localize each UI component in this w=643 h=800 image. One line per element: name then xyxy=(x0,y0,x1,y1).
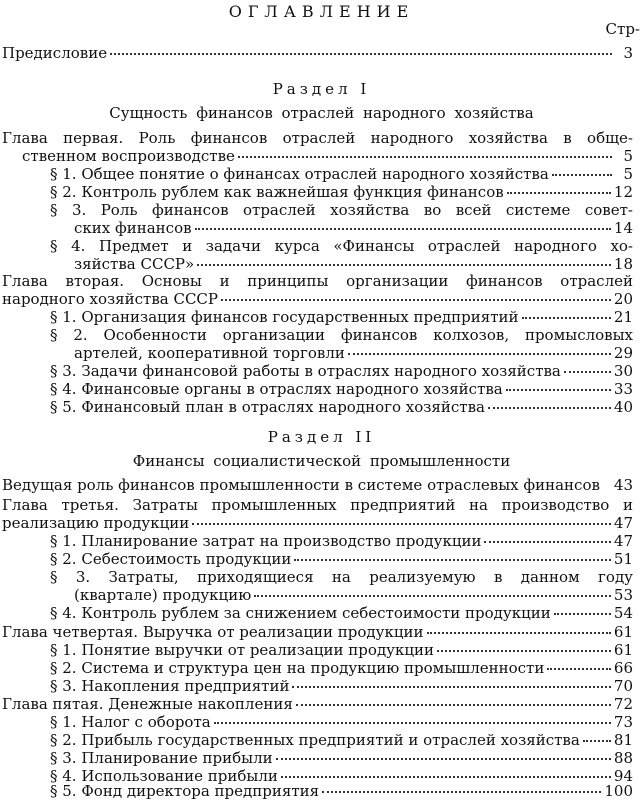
toc-paragraph xyxy=(50,237,633,273)
toc-paragraph xyxy=(50,713,633,731)
toc-paragraph xyxy=(50,641,633,659)
section-title: Сущность финансов отраслей народного хозяйства xyxy=(109,104,534,122)
toc-paragraph xyxy=(50,326,633,362)
page-number: 100 xyxy=(604,782,633,800)
toc-paragraph xyxy=(50,677,633,695)
entry-text: Глава пятая. Денежные накопления xyxy=(2,695,293,713)
entry-text: Глава третья. Затраты промышленных предприятий на производство и xyxy=(2,496,633,514)
dot-leader xyxy=(110,52,612,55)
entry-text: Ведущая роль финансов промышленности в системе отраслевых финансов xyxy=(2,476,600,494)
dot-leader xyxy=(214,721,611,724)
page-number: 54 xyxy=(613,604,633,622)
page-number: 81 xyxy=(613,731,633,749)
section-heading: Раздел I xyxy=(272,80,371,98)
dot-leader xyxy=(197,263,611,266)
dot-leader xyxy=(221,298,611,301)
entry-text: § 4. Финансовые органы в отраслях народного хозяйства xyxy=(50,380,503,398)
page-number: 5 xyxy=(623,147,633,165)
page-number: 33 xyxy=(613,380,633,398)
dot-leader xyxy=(552,173,612,176)
dot-leader xyxy=(484,540,610,543)
section-title: Финансы социалистической промышленности xyxy=(132,452,511,470)
toc-entry-preface xyxy=(2,44,633,62)
entry-text: § 3. Затраты, приходящиеся на реализуемую в данном году xyxy=(50,568,633,586)
entry-text: § 2. Система и структура цен на продукцию промышленности xyxy=(50,659,545,677)
page-number: 66 xyxy=(613,659,633,677)
page-number: 43 xyxy=(613,476,634,494)
page-number: 53 xyxy=(613,586,633,604)
toc-paragraph xyxy=(50,380,633,398)
toc-paragraph xyxy=(50,782,633,800)
entry-text: § 1. Планирование затрат на производство продукции xyxy=(50,532,482,550)
toc-paragraph xyxy=(50,362,633,380)
entry-text: § 2. Себестоимость продукции xyxy=(50,550,292,568)
page-number: 3 xyxy=(623,44,633,62)
entry-text: Глава четвертая. Выручка от реализации продукции xyxy=(2,623,424,641)
dot-leader xyxy=(292,685,610,688)
entry-text: § 1. Налог с оборота xyxy=(50,713,211,731)
page-number: 5 xyxy=(623,165,633,183)
page-number: 73 xyxy=(613,713,633,731)
dot-leader xyxy=(254,594,611,597)
page-number: 29 xyxy=(613,344,633,362)
page-column-header: Стр- xyxy=(605,20,640,38)
entry-text: реализацию продукции xyxy=(2,514,190,532)
dot-leader xyxy=(506,388,611,391)
toc-paragraph xyxy=(50,183,633,201)
toc-chapter-2 xyxy=(2,272,633,308)
page-number: 61 xyxy=(613,623,633,641)
toc-paragraph xyxy=(50,731,633,749)
entry-text: § 2. Контроль рублем как важнейшая функция финансов xyxy=(50,183,504,201)
toc-paragraph xyxy=(50,659,633,677)
page-number: 30 xyxy=(613,362,633,380)
page-number: 47 xyxy=(613,514,633,532)
entry-text: Предисловие xyxy=(2,44,108,62)
dot-leader xyxy=(437,649,611,652)
entry-text: § 1. Общее понятие о финансах отраслей народного хозяйства xyxy=(50,165,549,183)
dot-leader xyxy=(195,227,611,230)
toc-paragraph xyxy=(50,308,633,326)
dot-leader xyxy=(192,522,611,525)
dot-leader xyxy=(522,316,611,319)
dot-leader xyxy=(547,667,611,670)
entry-text: ственном воспроизводстве xyxy=(22,147,235,165)
dot-leader xyxy=(427,631,611,634)
toc-paragraph xyxy=(50,398,633,416)
page-number: 88 xyxy=(613,749,633,767)
entry-text: § 3. Роль финансов отраслей хозяйства во всей системе совет- xyxy=(50,201,633,219)
entry-text: § 4. Контроль рублем за снижением себестоимости продукции xyxy=(50,604,551,622)
entry-text: § 4. Предмет и задачи курса «Финансы отраслей народного хо- xyxy=(50,237,633,255)
toc-chapter-5 xyxy=(2,695,633,713)
entry-text: Глава первая. Роль финансов отраслей народного хозяйства в обще- xyxy=(2,129,633,147)
dot-leader xyxy=(583,739,611,742)
dot-leader xyxy=(507,191,611,194)
page-number: 70 xyxy=(613,677,633,695)
toc-entry-lead xyxy=(2,476,633,494)
page-number: 20 xyxy=(613,290,633,308)
dot-leader xyxy=(294,558,611,561)
entry-text: (квартале) продукцию xyxy=(74,586,252,604)
entry-text: § 5. Финансовый план в отраслях народного хозяйства xyxy=(50,398,485,416)
entry-text: § 4. Использование прибыли xyxy=(50,767,278,785)
dot-leader xyxy=(276,757,611,760)
dot-leader xyxy=(554,612,611,615)
entry-text: § 2. Особенности организации финансов колхозов, промысловых xyxy=(50,326,633,344)
entry-text: § 2. Прибыль государственных предприятий и отраслей хозяйства xyxy=(50,731,580,749)
entry-text: Глава вторая. Основы и принципы организации финансов отраслей xyxy=(2,272,633,290)
dot-leader xyxy=(488,406,611,409)
toc-chapter-3 xyxy=(2,496,633,532)
dot-leader xyxy=(296,703,611,706)
entry-text: народного хозяйства СССР xyxy=(2,290,219,308)
entry-text: ских финансов xyxy=(74,219,192,237)
entry-text: § 1. Понятие выручки от реализации продукции xyxy=(50,641,435,659)
section-heading: Раздел II xyxy=(267,428,376,446)
toc-paragraph xyxy=(50,165,633,183)
entry-text: артелей, кооперативной торговли xyxy=(74,344,345,362)
entry-text: § 3. Задачи финансовой работы в отраслях народного хозяйства xyxy=(50,362,561,380)
toc-paragraph xyxy=(50,568,633,604)
entry-text: § 5. Фонд директора предприятия xyxy=(50,782,320,800)
page-number: 47 xyxy=(613,532,633,550)
page-number: 72 xyxy=(613,695,633,713)
dot-leader xyxy=(281,775,611,778)
dot-leader xyxy=(348,352,611,355)
page-number: 18 xyxy=(613,255,633,273)
entry-text: § 3. Накопления предприятий xyxy=(50,677,290,695)
toc-paragraph xyxy=(50,201,633,237)
page-number: 40 xyxy=(613,398,633,416)
page-title: ОГЛАВЛЕНИЕ xyxy=(228,2,415,21)
toc-chapter-1 xyxy=(2,129,633,165)
dot-leader xyxy=(322,790,601,793)
page-number: 61 xyxy=(613,641,633,659)
page-number: 14 xyxy=(613,219,633,237)
toc-paragraph xyxy=(50,749,633,767)
entry-text: § 1. Организация финансов государственных предприятий xyxy=(50,308,519,326)
toc-paragraph xyxy=(50,550,633,568)
toc-paragraph xyxy=(50,604,633,622)
entry-text: зяйства СССР» xyxy=(74,255,195,273)
entry-text: § 3. Планирование прибыли xyxy=(50,749,273,767)
page-number: 94 xyxy=(613,767,633,785)
page-number: 21 xyxy=(613,308,633,326)
dot-leader xyxy=(564,370,611,373)
page-number: 51 xyxy=(613,550,633,568)
dot-leader xyxy=(603,486,611,487)
dot-leader xyxy=(238,155,612,158)
toc-chapter-4 xyxy=(2,623,633,641)
page-number: 12 xyxy=(613,183,633,201)
toc-paragraph xyxy=(50,532,633,550)
